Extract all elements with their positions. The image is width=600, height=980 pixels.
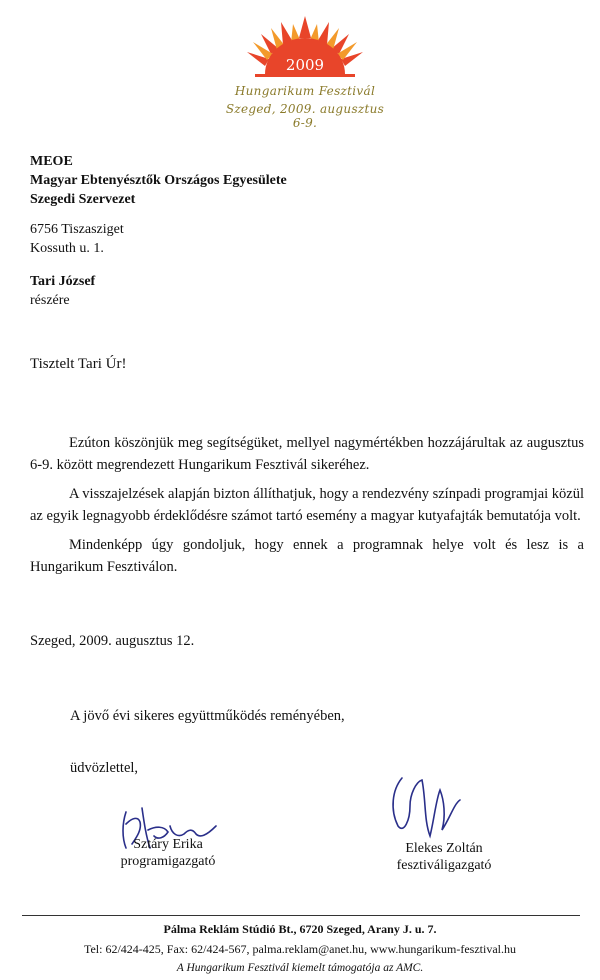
letter-body xyxy=(30,432,584,585)
recipient-for: részére xyxy=(30,293,70,308)
signer-1-name: Sztáry Erika xyxy=(133,837,203,852)
logo-subtitle: Szeged, 2009. augusztus 6-9. xyxy=(225,102,385,130)
sun-emblem-icon xyxy=(225,12,385,84)
signer-2-name: Elekes Zoltán xyxy=(405,841,483,856)
recipient-person xyxy=(30,272,95,310)
letter-greeting: üdvözlettel, xyxy=(70,760,139,776)
logo-year: 2009 xyxy=(285,56,325,74)
recipient-name: Tari József xyxy=(30,274,96,289)
org-branch: Szegedi Szervezet xyxy=(30,192,136,207)
footer-note: A Hungarikum Fesztivál kiemelt támogatója az AMC. xyxy=(176,962,424,974)
festival-logo xyxy=(225,12,385,130)
signer-2 xyxy=(374,840,514,874)
address-block xyxy=(30,220,124,258)
signature-2-icon xyxy=(380,770,470,840)
footer-company: Pálma Reklám Stúdió Bt., 6720 Szeged, Arany J. u. 7. xyxy=(163,922,437,936)
signer-2-title: fesztiváligazgató xyxy=(396,858,492,873)
salutation: Tisztelt Tari Úr! xyxy=(30,356,127,372)
paragraph: Mindenképp úgy gondoljuk, hogy ennek a programnak helye volt és lesz is a Hungarikum Fesztiválon. xyxy=(30,537,584,575)
address-line-2: Kossuth u. 1. xyxy=(30,241,104,256)
logo-title: Hungarikum Fesztivál xyxy=(234,84,376,98)
org-full: Magyar Ebtenyésztők Országos Egyesülete xyxy=(30,173,287,188)
address-line-1: 6756 Tiszasziget xyxy=(30,222,124,237)
letter-date: Szeged, 2009. augusztus 12. xyxy=(30,633,195,649)
signer-1-title: programigazgató xyxy=(120,854,216,869)
letter-closing: A jövő évi sikeres együttműködés reményében, xyxy=(70,708,345,724)
footer-divider xyxy=(22,915,580,916)
paragraph: A visszajelzések alapján bizton állíthatjuk, hogy a rendezvény színpadi programjai közül az egyik legnagyobb érdeklődésre számot tartó esemény a magyar kutyafajták bemutatója volt. xyxy=(30,486,584,524)
org-short: MEOE xyxy=(30,154,73,169)
signer-1 xyxy=(98,836,238,870)
footer-contact: Tel: 62/424-425, Fax: 62/424-567, palma.reklam@anet.hu, www.hungarikum-fesztival.hu xyxy=(83,942,516,956)
paragraph: Ezúton köszönjük meg segítségüket, mellyel nagymértékben hozzájárultak az augusztus 6-9. között megrendezett Hungarikum Fesztivál sikeréhez. xyxy=(30,435,584,473)
recipient-block xyxy=(30,152,287,209)
